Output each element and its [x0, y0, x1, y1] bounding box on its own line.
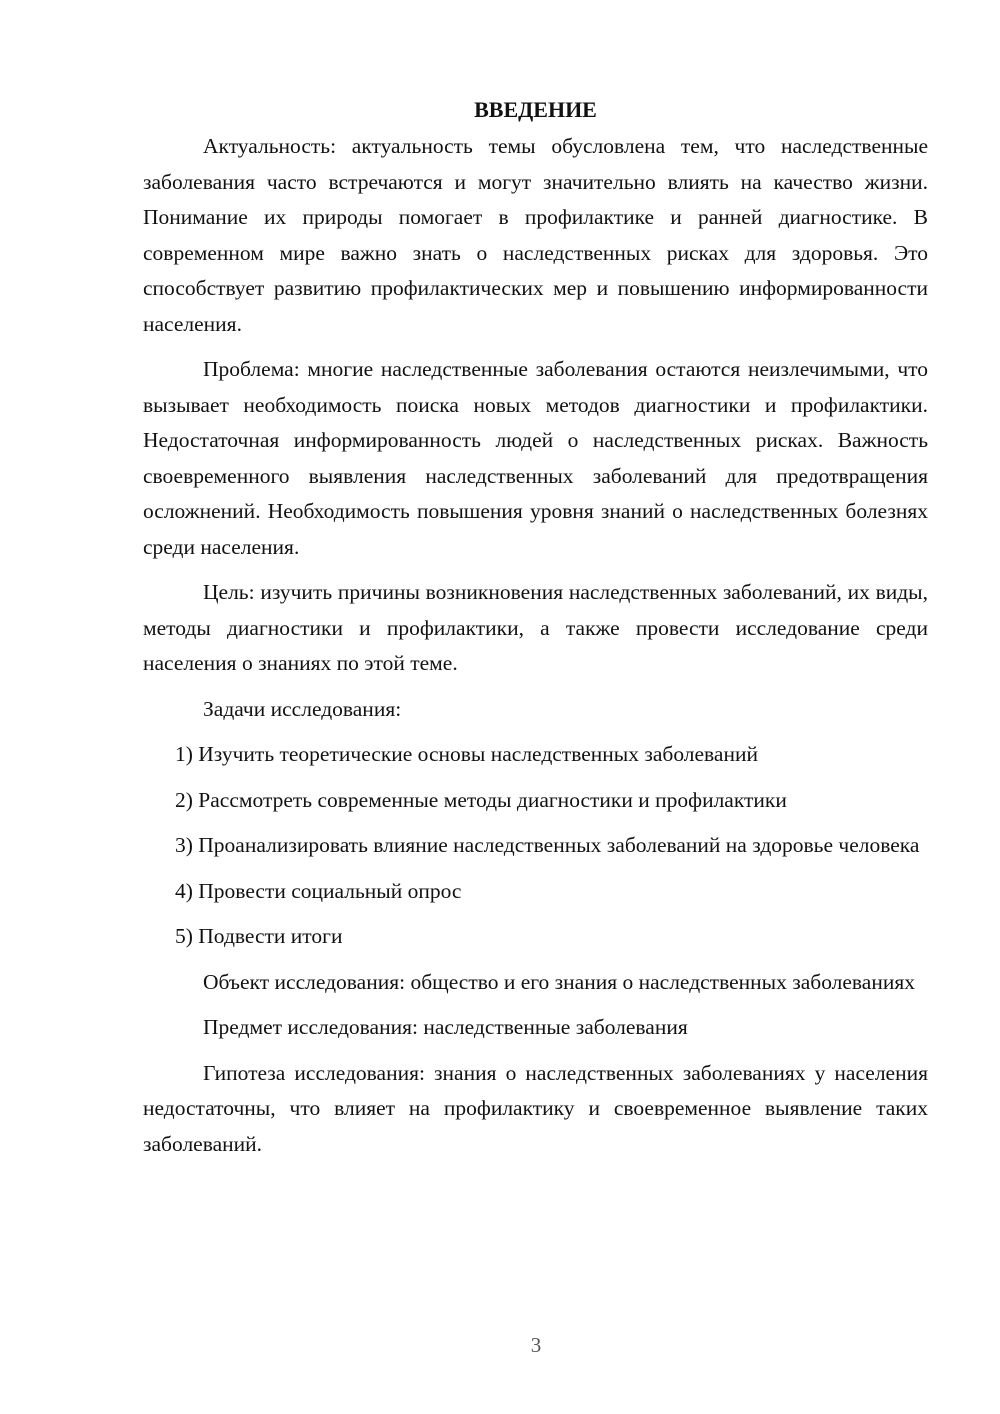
task-item: 5) Подвести итоги — [175, 924, 343, 948]
task-item: 1) Изучить теоретические основы наследственных заболеваний — [175, 742, 758, 766]
goal-paragraph: Цель: изучить причины возникновения наследственных заболеваний, их виды, методы диагностики и профилактики, а также провести исследование среди населения о знаниях по этой теме. — [143, 580, 928, 675]
problem-paragraph: Проблема: многие наследственные заболевания остаются неизлечимыми, что вызывает необходимость поиска новых методов диагностики и профилактики. Недостаточная информированность людей о наследственных рисках. Важность своевременного выявления наследственных заболеваний для предотвращения осложнений. Необходимость повышения уровня знаний о наследственных болезнях среди населения. — [143, 357, 928, 559]
task-item: 3) Проанализировать влияние наследственных заболеваний на здоровье человека — [175, 833, 920, 857]
relevance-paragraph: Актуальность: актуальность темы обусловлена тем, что наследственные заболевания часто встречаются и могут значительно влиять на качество жизни. Понимание их природы помогает в профилактике и ранней диагностике. В современном мире важно знать о наследственных рисках для здоровья. Это способствует развитию профилактических мер и повышению информированности населения. — [143, 134, 928, 336]
page-title: ВВЕДЕНИЕ — [474, 97, 597, 122]
hypothesis-paragraph: Гипотеза исследования: знания о наследственных заболеваниях у населения недостаточны, что влияет на профилактику и своевременное выявление таких заболеваний. — [143, 1060, 928, 1156]
task-item: 4) Провести социальный опрос — [175, 878, 462, 903]
task-item: 2) Рассмотреть современные методы диагностики и профилактики — [175, 787, 787, 812]
tasks-title: Задачи исследования: — [203, 696, 402, 721]
object-paragraph: Объект исследования: общество и его знания о наследственных заболеваниях — [203, 969, 915, 994]
page-number: 3 — [530, 1333, 542, 1357]
subject-paragraph: Предмет исследования: наследственные заболевания — [203, 1015, 688, 1039]
document-page — [143, 92, 928, 1162]
